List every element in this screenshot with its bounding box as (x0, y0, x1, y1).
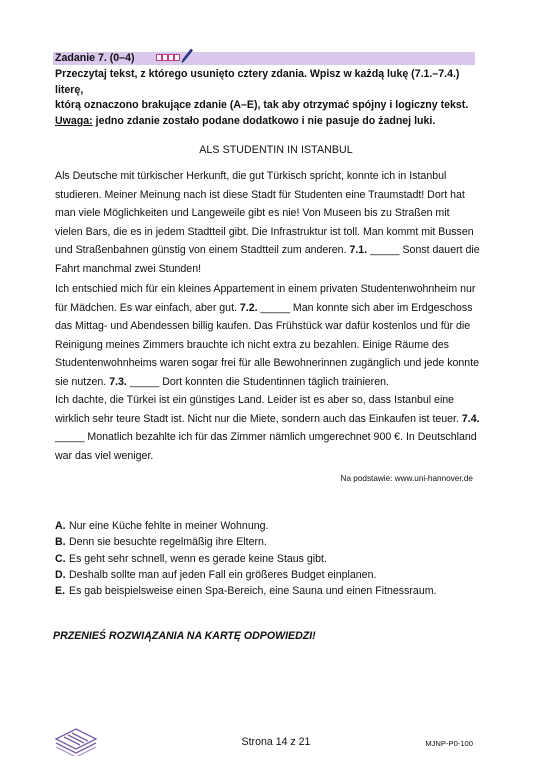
task-instructions (55, 67, 475, 129)
source-note: Na podstawie: www.uni-hannover.de (340, 474, 473, 483)
warning-text: jedno zdanie zostało podane dodatkowo i nie pasuje do żadnej luki. (92, 114, 436, 127)
option-text: Es gab beispielsweise einen Spa-Bereich, eine Sauna und einen Fitnessraum. (69, 585, 437, 598)
option-text: Denn sie besuchte regelmäßig ihre Eltern. (69, 536, 267, 549)
paragraph-text: _____ Man konnte sich aber im Erdgeschoss das Mittag- und Abendessen billig kaufen. Das Frühstück war dafür kostenlos und für die Reinigung meines Zimmers brauchte ich nicht extra zu bezahlen. Einige Räume des Studentenwohnheims waren sogar frei für alle Bewohnerinnen zugänglich und jede konnte sie nutzen. (55, 301, 480, 388)
option-item (55, 583, 436, 599)
score-box (174, 54, 180, 61)
score-boxes (156, 54, 180, 61)
document-code: MJNP-P0-100 (425, 739, 473, 748)
option-item (55, 551, 436, 567)
option-text: Nur eine Küche fehlte in meiner Wohnung. (69, 520, 269, 532)
task-title: Zadanie 7. (0–4) (55, 52, 135, 64)
gap-label: 7.3. (109, 375, 127, 388)
answer-options (55, 518, 436, 599)
warning-label: Uwaga: (55, 114, 93, 127)
option-item (55, 534, 436, 550)
paragraph-text: Ich dachte, die Türkei ist ein günstiges Land. Leider ist es aber so, dass Istanbul eine wirklich sehr teure Stadt ist. Nicht nur die Miete, sondern auch das Einkaufen ist teuer. (55, 394, 462, 425)
option-letter: E. (55, 585, 66, 598)
page-number: Strona 14 z 21 (241, 736, 311, 748)
paragraph-text: _____ Monatlich bezahlte ich für das Zimmer nämlich umgerechnet 900 €. In Deutschland war das viel weniger. (55, 431, 477, 462)
option-letter: D. (55, 568, 66, 581)
option-letter: A. (55, 520, 66, 532)
option-text: Es geht sehr schnell, wenn es gerade keine Staus gibt. (69, 552, 327, 565)
gap-label: 7.2. (239, 301, 258, 314)
paragraph-text: _____ Sonst dauert die Fahrt manchmal zwei Stunden! (55, 244, 480, 275)
gap-label: 7.4. (461, 412, 480, 425)
paragraph-text: _____ Dort konnten die Studentinnen täglich trainieren. (126, 375, 389, 388)
instruction-line: którą oznaczono brakujące zdanie (A–E), tak aby otrzymać spójny i logiczny tekst. (55, 99, 469, 112)
gap-label: 7.1. (349, 244, 368, 257)
option-letter: C. (55, 552, 66, 565)
paragraph-text: Ich entschied mich für ein kleines Appartement in einem privaten Studentenwohnheim nur für Mädchen. Es war einfach, aber gut. (55, 283, 476, 314)
paragraph-1 (55, 167, 480, 279)
warning-line (55, 114, 475, 130)
option-item (55, 518, 436, 534)
instruction-line: Przeczytaj tekst, z którego usunięto cztery zdania. Wpisz w każdą lukę (7.1.–7.4.) literę, (55, 68, 460, 96)
article-title: ALS STUDENTIN IN ISTANBUL (199, 144, 353, 156)
option-item (55, 567, 436, 583)
paragraph-3 (55, 391, 480, 465)
paragraph-text: Als Deutsche mit türkischer Herkunft, die gut Türkisch spricht, konnte ich in Istanbul studieren. Meiner Meinung nach ist diese Stadt für Studenten eine Traumstadt! Dort hat man viele Möglichkeiten und Langeweile gibt es nie! Von Museen bis zu Straßen mit vielen Bars, die es in jedem Stadtteil gibt. Die Infrastruktur ist toll. Man kommt mit Bussen und Straßenbahnen günstig von einem Stadtteil zum anderen. (55, 170, 474, 257)
paragraph-2 (55, 280, 480, 392)
pen-icon (181, 48, 193, 64)
option-letter: B. (55, 536, 66, 549)
transfer-answers-note: PRZENIEŚ ROZWIĄZANIA NA KARTĘ ODPOWIEDZI! (53, 630, 316, 642)
option-text: Deshalb sollte man auf jeden Fall ein größeres Budget einplanen. (69, 568, 377, 581)
